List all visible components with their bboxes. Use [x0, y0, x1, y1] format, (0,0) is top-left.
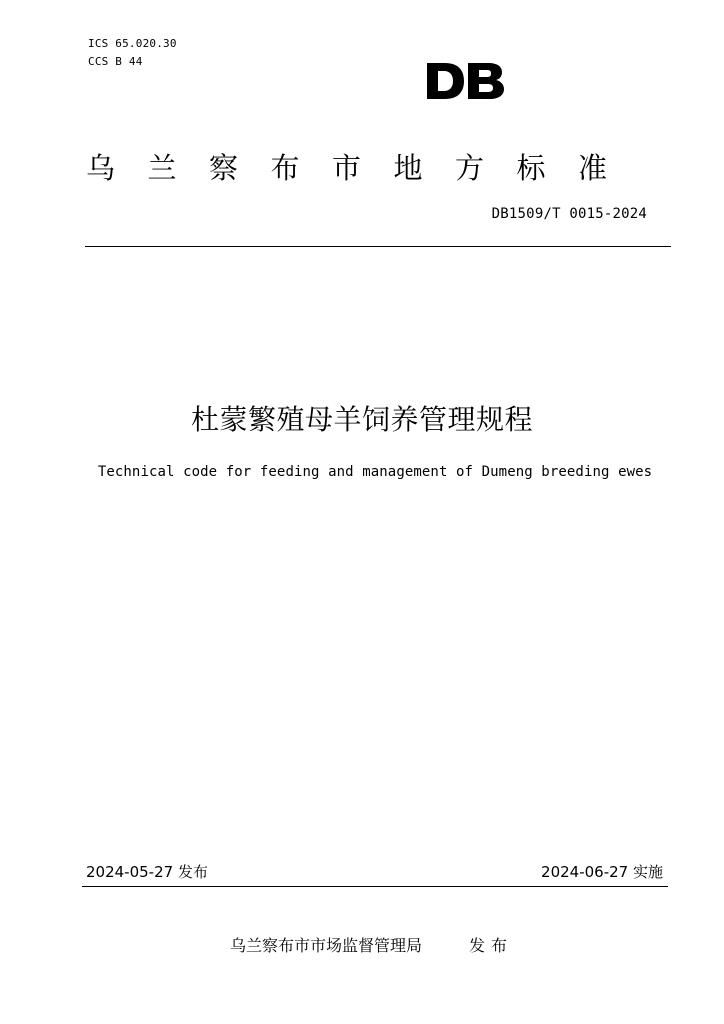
issue-date: 2024-05-27 发布	[86, 863, 208, 881]
standard-number: DB1509/T 0015-2024	[491, 206, 647, 222]
document-title-english: Technical code for feeding and management of Dumeng breeding ewes	[97, 464, 653, 480]
standard-type-heading: 乌兰察布市地方标准	[86, 151, 640, 185]
bottom-divider	[82, 886, 668, 887]
db-logo	[425, 62, 505, 100]
ics-code: ICS 65.020.30	[88, 37, 177, 50]
ccs-code: CCS B 44	[88, 55, 143, 68]
issuing-authority: 乌兰察布市市场监督管理局	[230, 936, 423, 955]
issue-label: 发布	[469, 936, 514, 955]
document-title-chinese: 杜蒙繁殖母羊饲养管理规程	[190, 403, 533, 436]
implementation-date: 2024-06-27 实施	[541, 863, 663, 881]
top-divider	[85, 246, 671, 247]
